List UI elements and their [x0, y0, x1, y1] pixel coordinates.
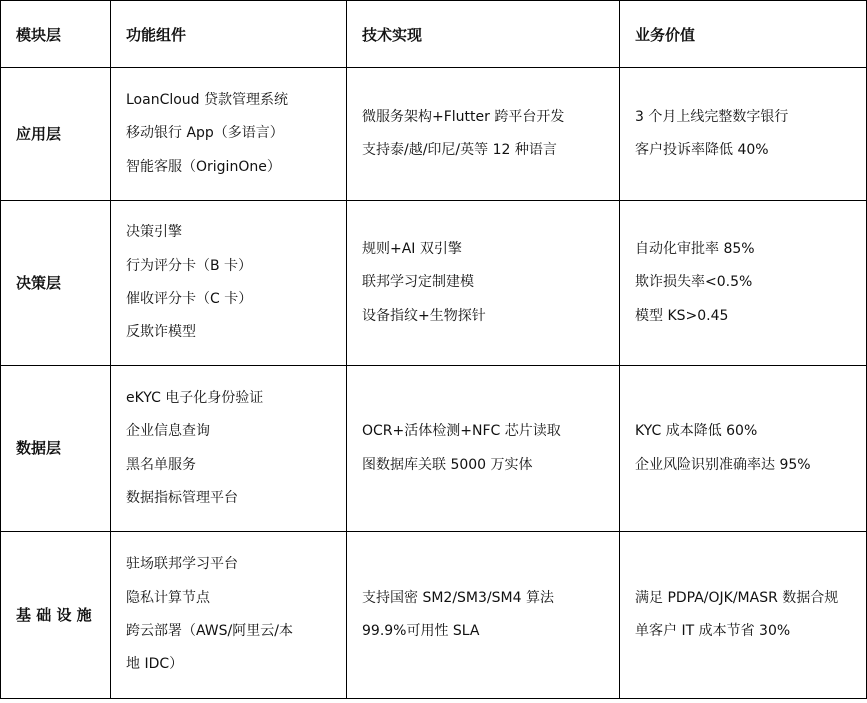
value-item: 企业风险识别准确率达 95%: [635, 456, 811, 473]
table-row: [1, 68, 867, 201]
tech-item: 支持国密 SM2/SM3/SM4 算法: [362, 589, 554, 606]
tech-cell: [347, 201, 620, 366]
table-header-row: [1, 1, 867, 68]
value-cell: [620, 68, 867, 201]
layer-cell: 决策层: [1, 201, 111, 366]
component-item: 企业信息查询: [126, 423, 210, 440]
tech-item: OCR+活体检测+NFC 芯片读取: [362, 423, 561, 440]
value-cell: [620, 366, 867, 532]
component-item: 智能客服（OriginOne）: [126, 158, 281, 175]
components-cell: [111, 532, 347, 699]
layer-cell: 应用层: [1, 68, 111, 201]
header-value: 业务价值: [620, 1, 867, 68]
tech-cell: [347, 532, 620, 699]
table-row: [1, 532, 867, 699]
layer-cell: 数据层: [1, 366, 111, 532]
tech-item: 联邦学习定制建模: [362, 274, 474, 291]
tech-cell: [347, 68, 620, 201]
component-item: 反欺诈模型: [126, 324, 196, 341]
value-item: 客户投诉率降低 40%: [635, 142, 769, 158]
component-item: 移动银行 App（多语言）: [126, 125, 284, 142]
tech-item: 规则+AI 双引擎: [362, 241, 462, 258]
tech-item: 设备指纹+生物探针: [362, 307, 486, 324]
components-cell: [111, 201, 347, 366]
tech-cell: [347, 366, 620, 532]
table-row: [1, 201, 867, 366]
value-item: 单客户 IT 成本节省 30%: [635, 623, 791, 639]
component-item: 行为评分卡（B 卡）: [126, 257, 253, 274]
header-layer: 模块层: [1, 1, 111, 68]
component-item: 黑名单服务: [126, 456, 196, 473]
component-item: 跨云部署（AWS/阿里云/本: [126, 623, 293, 639]
value-cell: [620, 532, 867, 699]
value-item: 欺诈损失率<0.5%: [635, 274, 753, 291]
tech-item: 99.9%可用性 SLA: [362, 623, 480, 639]
components-cell: [111, 68, 347, 201]
value-item: 自动化审批率 85%: [635, 241, 755, 258]
value-cell: [620, 201, 867, 366]
component-item: 隐私计算节点: [126, 589, 210, 606]
tech-item: 微服务架构+Flutter 跨平台开发: [362, 108, 565, 125]
components-cell: [111, 366, 347, 532]
value-item: KYC 成本降低 60%: [635, 423, 758, 440]
value-item: 满足 PDPA/OJK/MASR 数据合规: [635, 589, 839, 606]
component-item: 驻场联邦学习平台: [126, 556, 238, 573]
component-item: eKYC 电子化身份验证: [126, 389, 264, 406]
table-row: [1, 366, 867, 532]
value-item: 模型 KS>0.45: [635, 307, 729, 324]
value-item: 3 个月上线完整数字银行: [635, 108, 789, 125]
component-item: 地 IDC）: [126, 656, 184, 673]
component-item: LoanCloud 贷款管理系统: [126, 92, 289, 109]
header-components: 功能组件: [111, 1, 347, 68]
component-item: 催收评分卡（C 卡）: [126, 291, 253, 307]
layer-cell: 基 础 设 施: [1, 532, 111, 699]
component-item: 数据指标管理平台: [126, 489, 238, 506]
header-tech: 技术实现: [347, 1, 620, 68]
tech-item: 支持泰/越/印尼/英等 12 种语言: [362, 142, 557, 158]
tech-item: 图数据库关联 5000 万实体: [362, 456, 533, 473]
component-item: 决策引擎: [126, 224, 182, 241]
